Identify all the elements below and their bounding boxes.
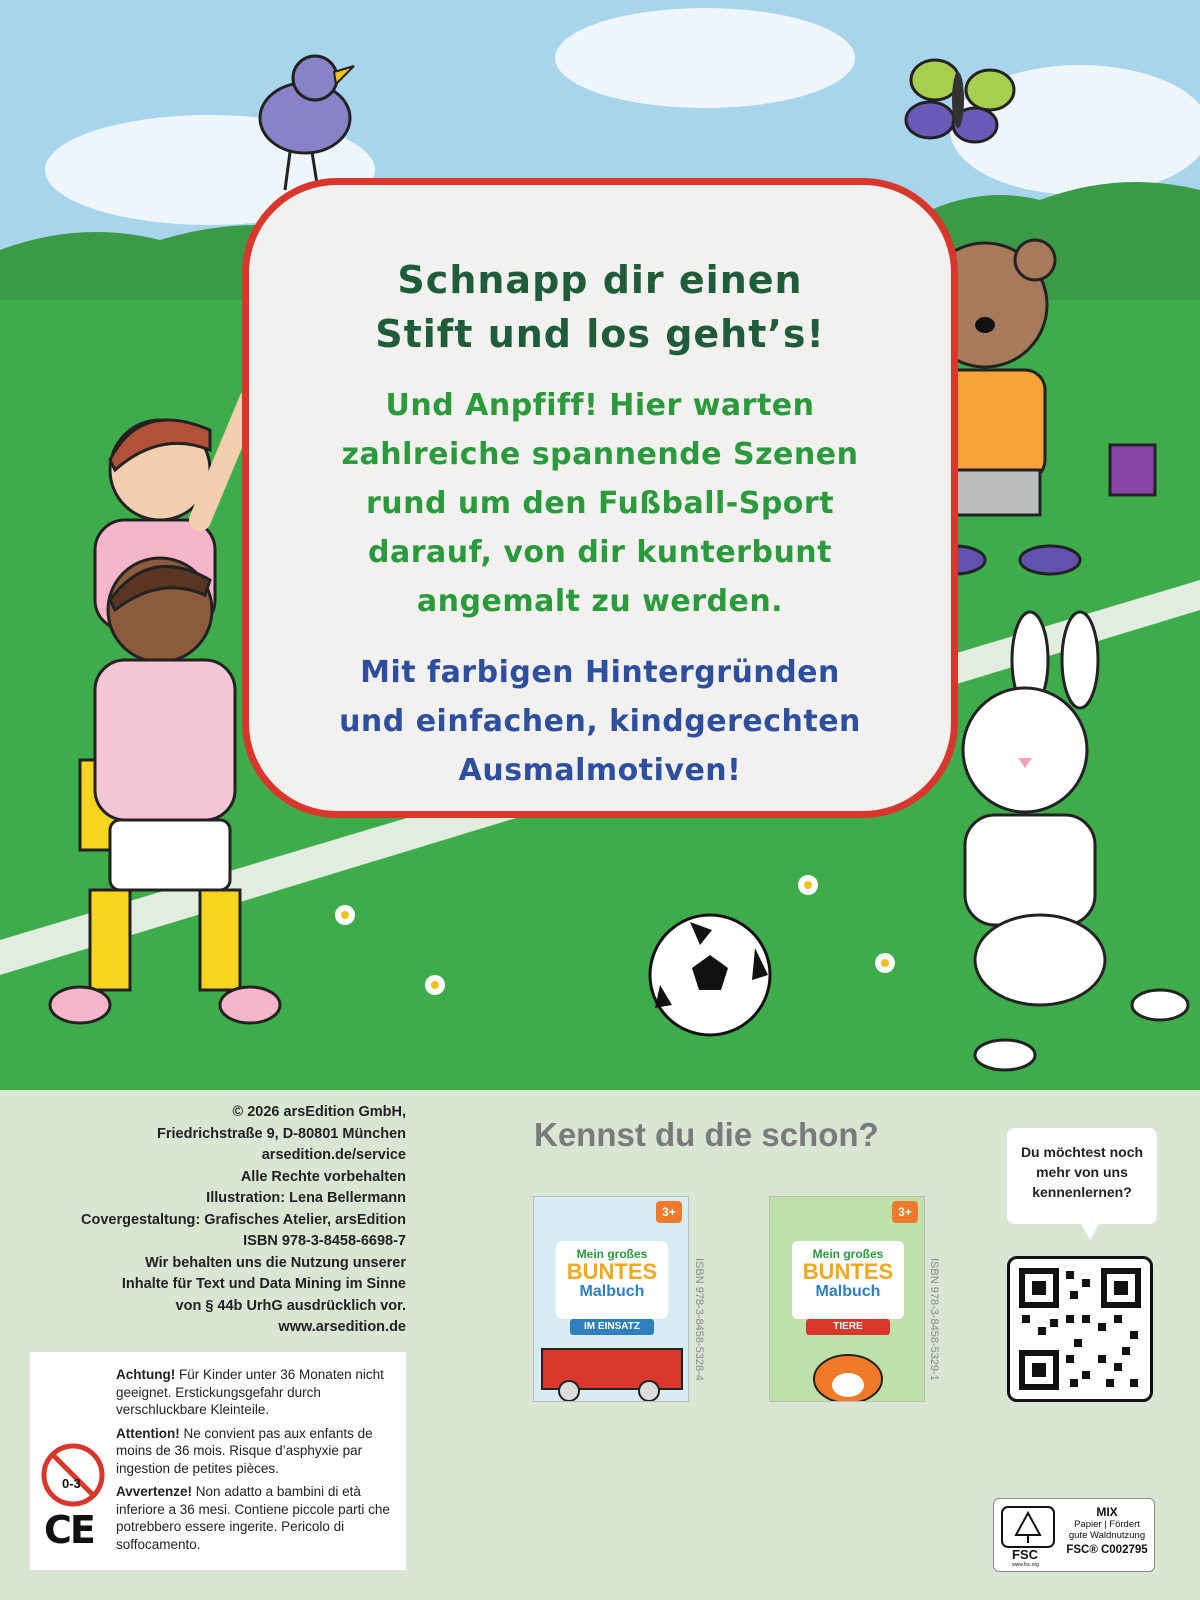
- warning-fr: Attention! Ne convient pas aux enfants de moins de 36 mois. Risque d’asphyxie par ingestion de petites pièces.: [116, 1425, 373, 1476]
- safety-warning-box: [30, 1352, 406, 1570]
- description-line: angemalt zu werden.: [416, 584, 784, 619]
- age-badge: 3+: [656, 1201, 682, 1223]
- description-line: zahlreiche spannende Szenen: [341, 437, 859, 472]
- warning-texts: [116, 1366, 400, 1559]
- soccer-ball-illustration: [650, 915, 770, 1035]
- description-line: Und Anpfiff! Hier warten: [385, 388, 815, 423]
- fox-icon: [770, 1339, 925, 1402]
- description-line: und einfachen, kindgerechten: [339, 704, 861, 739]
- qr-speech-bubble: Du möchtest noch mehr von uns kennenlernen?: [1007, 1128, 1157, 1224]
- related-book-im-einsatz[interactable]: [533, 1196, 689, 1402]
- isbn-label: ISBN 978-3-8458-5328-4: [693, 1258, 705, 1381]
- speech-bubble-tail: [1080, 1222, 1100, 1240]
- svg-text:FSC: FSC: [1012, 1547, 1038, 1562]
- book-title: Mein großes BUNTES Malbuch: [556, 1241, 668, 1319]
- svg-text:0-3: 0-3: [62, 1476, 81, 1491]
- description-line: darauf, von dir kunterbunt: [367, 535, 832, 570]
- headline-line: Schnapp dir einen: [397, 258, 803, 302]
- description-line: Ausmalmotiven!: [458, 753, 742, 788]
- imprint-line: Inhalte für Text und Data Mining im Sinne: [121, 1276, 406, 1292]
- description-line: rund um den Fußball-Sport: [365, 486, 835, 521]
- fsc-label: [993, 1498, 1155, 1572]
- imprint-line: von § 44b UrhG ausdrücklich vor.: [175, 1297, 406, 1314]
- related-book-tiere[interactable]: [769, 1196, 925, 1402]
- warning-it: Avvertenze! Non adatto a bambini di età inferiore a 36 mesi. Contiene piccole parti che potrebbero essere ingerite. Pericolo di soffocamento.: [116, 1484, 390, 1552]
- ce-mark: CE: [44, 1508, 94, 1552]
- fsc-texts: MIX Papier | Fördert gute Waldnutzung FSC® C002795: [1066, 1505, 1148, 1556]
- cloud: [555, 8, 855, 108]
- imprint-line: Illustration: Lena Bellermann: [206, 1190, 406, 1206]
- imprint-line: arsedition.de/service: [261, 1147, 406, 1163]
- imprint-line: © 2026 arsEdition GmbH,: [232, 1104, 406, 1120]
- fsc-tree-icon: [1000, 1505, 1056, 1567]
- qr-code-icon: [1010, 1259, 1150, 1399]
- imprint-line: Alle Rechte vorbehalten: [240, 1168, 406, 1185]
- description-green: [249, 381, 951, 626]
- isbn-label: ISBN 978-3-8458-5329-1: [928, 1258, 940, 1381]
- imprint-line: Covergestaltung: Grafisches Atelier, arsEdition: [81, 1211, 406, 1228]
- imprint-line: www.arsedition.de: [278, 1319, 406, 1335]
- book-ribbon: TIERE: [806, 1319, 890, 1335]
- book-ribbon: IM EINSATZ: [570, 1319, 654, 1335]
- headline: [249, 253, 951, 361]
- age-restriction-icon: [40, 1442, 106, 1508]
- imprint: [6, 1102, 406, 1339]
- imprint-line: ISBN 978-3-8458-6698-7: [243, 1233, 406, 1249]
- text-card: [242, 178, 958, 818]
- qr-code[interactable]: [1007, 1256, 1153, 1402]
- age-badge: 3+: [892, 1201, 918, 1223]
- description-line: Mit farbigen Hintergründen: [360, 655, 840, 690]
- fire-truck-icon: [534, 1339, 689, 1402]
- description-blue: [249, 648, 951, 795]
- warning-de: Achtung! Für Kinder unter 36 Monaten nicht geeignet. Erstickungsgefahr durch verschluckbare Kleinteile.: [116, 1367, 384, 1417]
- imprint-line: Wir behalten uns die Nutzung unserer: [145, 1254, 406, 1271]
- related-heading: Kennst du die schon?: [534, 1116, 879, 1153]
- svg-text:www.fsc.org: www.fsc.org: [1012, 1562, 1039, 1567]
- imprint-line: Friedrichstraße 9, D-80801 München: [157, 1125, 406, 1142]
- book-title: Mein großes BUNTES Malbuch: [792, 1241, 904, 1319]
- headline-line: Stift und los geht’s!: [375, 312, 825, 356]
